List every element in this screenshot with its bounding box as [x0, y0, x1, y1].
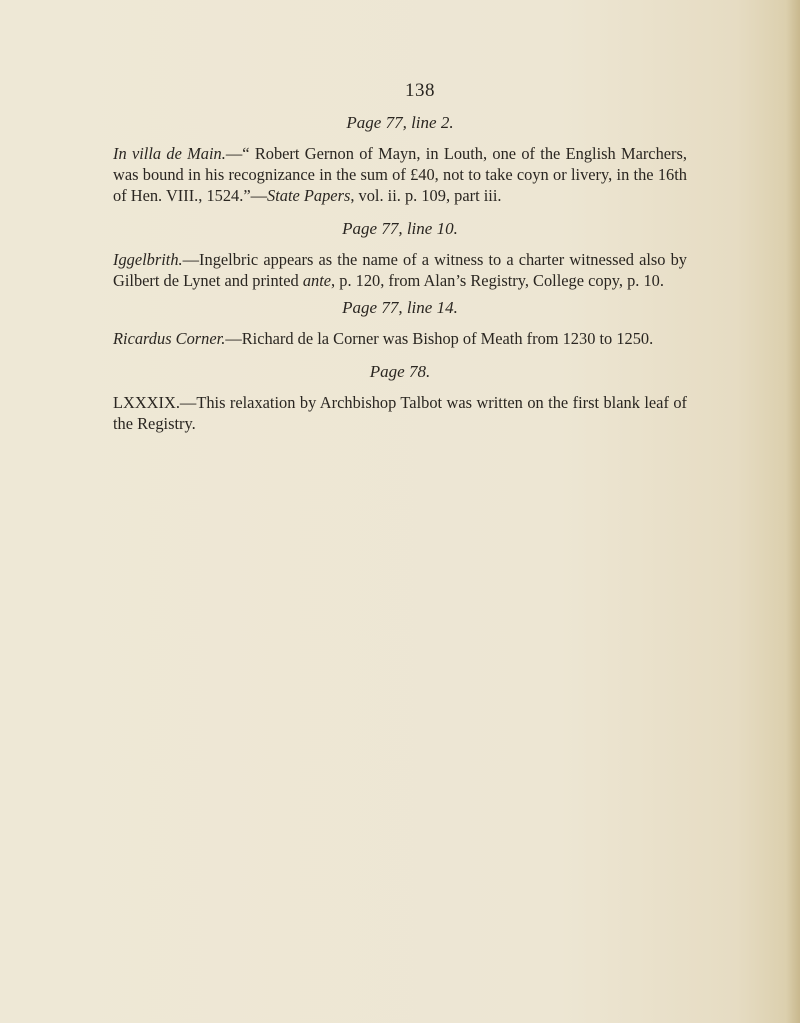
- note-heading: Page 77, line 2.: [346, 113, 454, 132]
- note-section: [113, 218, 687, 291]
- note-section: [113, 112, 687, 206]
- note-lead: Iggelbrith.: [113, 250, 183, 269]
- note-text-tail: , vol. ii. p. 109, part iii.: [350, 186, 502, 205]
- note-lead: LXXXIX.: [113, 393, 180, 412]
- note-paragraph: [113, 328, 687, 349]
- note-text-tail: , p. 120, from Alan’s Registry, College copy, p. 10.: [331, 271, 664, 290]
- note-text: —Ingelbric appears as the name of a witness to a charter witnessed also by Gilbert de Lynet and printed: [113, 250, 687, 290]
- note-paragraph: [113, 143, 687, 206]
- page-number: 138: [405, 80, 435, 101]
- note-heading: Page 78.: [369, 362, 431, 381]
- note-section: [113, 361, 687, 434]
- note-text: —This relaxation by Archbishop Talbot was written on the first blank leaf of the Registry.: [113, 393, 687, 433]
- note-paragraph: [113, 392, 687, 434]
- note-paragraph: [113, 249, 687, 291]
- note-text: —“ Robert Gernon of Mayn, in Louth, one of the English Marchers, was bound in his recognizance in the sum of £40, not to take coyn or livery, in the 16th of Hen. VIII., 1524.”—: [113, 144, 687, 205]
- note-lead: Ricardus Corner.: [113, 329, 226, 348]
- note-lead: In villa de Main.: [113, 144, 226, 163]
- note-citation: ante: [302, 271, 332, 290]
- page-edge-shadow: [786, 0, 800, 1023]
- note-heading: Page 77, line 10.: [342, 219, 458, 238]
- note-text: —Richard de la Corner was Bishop of Meath from 1230 to 1250.: [225, 329, 654, 348]
- note-citation: State Papers: [267, 186, 351, 205]
- note-section: [113, 297, 687, 349]
- page-content: [113, 80, 687, 434]
- note-heading: Page 77, line 14.: [342, 298, 458, 317]
